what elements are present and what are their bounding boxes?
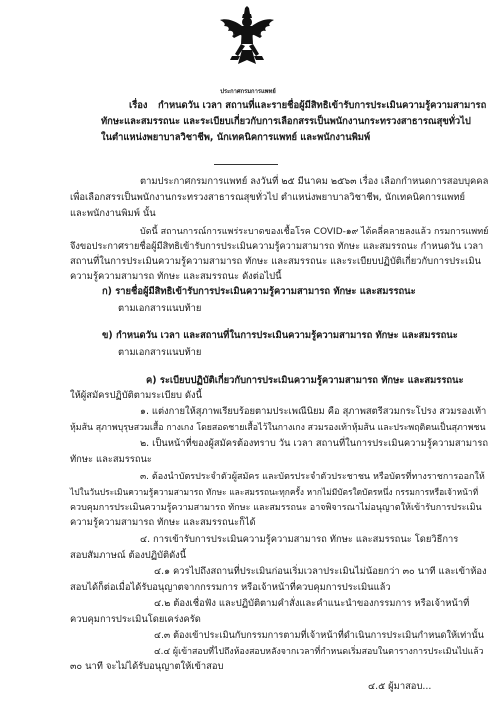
rule-3-line-3: ควบคุมการประเมินความรู้ความสามารถ ทักษะ และสมรรถนะ อาจพิจารณาไม่อนุญาตให้เข้ารับการประเมิน bbox=[70, 503, 482, 513]
rule-4-3-line-1: ๔.๓ ต้องเข้าประเมินกับกรรมการตามที่เจ้าหน้าที่ดำเนินการประเมินกำหนดให้เท่านั้น bbox=[154, 630, 484, 641]
rule-3-line-4: ความรู้ความสามารถ ทักษะ และสมรรถนะก็ได้ bbox=[70, 517, 256, 528]
rule-4-line-1: ๔. การเข้ารับการประเมินความรู้ความสามารถ ทักษะ และสมรรถนะ โดยวิธีการ bbox=[140, 534, 459, 545]
announcement-title: ประกาศกรมการแพทย์ bbox=[220, 89, 276, 95]
section-c-heading: ค) ระเบียบปฏิบัติเกี่ยวกับการประเมินความรู้ความสามารถ ทักษะ และสมรรถนะ bbox=[146, 375, 464, 386]
section-b-note: ตามเอกสารแนบท้าย bbox=[118, 347, 202, 358]
subject-line-1: กำหนดวัน เวลา สถานที่และรายชื่อผู้มีสิทธิเข้ารับการประเมินความรู้ความสามารถ bbox=[158, 100, 487, 111]
subject-line-3: ในตำแหน่งพยาบาลวิชาชีพ, นักเทคนิคการแพทย์ และพนักงานพิมพ์ bbox=[101, 132, 371, 143]
rule-2-line-2: ทักษะ และสมรรถนะ bbox=[70, 454, 152, 465]
subject-line-2: ทักษะและสมรรถนะ และระเบียบเกี่ยวกับการเลือกสรรเป็นพนักงานกระทรวงสาธารณสุขทั่วไป bbox=[101, 116, 471, 127]
rule-1-line-1: ๑. แต่งกายให้สุภาพเรียบร้อยตามประเพณีนิยม คือ สุภาพสตรีสวมกระโปรง สวมรองเท้า bbox=[140, 406, 487, 417]
rule-4-1-line-1: ๔.๑ ควรไปถึงสถานที่ประเมินก่อนเริ่มเวลาประเมินไม่น้อยกว่า ๓๐ นาที และเข้าห้อง bbox=[154, 566, 487, 577]
intro-p1-line-3: และพนักงานพิมพ์ นั้น bbox=[70, 208, 156, 219]
rule-4-4-line-2: ๓๐ นาที จะไม่ได้รับอนุญาตให้เข้าสอบ bbox=[70, 661, 224, 672]
subject-label: เรื่อง bbox=[129, 100, 148, 111]
intro-p2-line-1: บัดนี้ สถานการณ์การแพร่ระบาดของเชื้อโรค COVID-๑๙ ได้คลี่คลายลงแล้ว กรมการแพทย์ bbox=[140, 227, 489, 237]
rule-4-line-2: สอบสัมภาษณ์ ต้องปฏิบัติดังนี้ bbox=[70, 550, 187, 561]
rule-3-line-2: ไปในวันประเมินความรู้ความสามารถ ทักษะ และสมรรถนะทุกครั้ง หากไม่มีบัตรใดบัตรหนึ่ง กรรมการหรือเจ้าหน้าที่ bbox=[70, 487, 479, 497]
rule-4-2-line-2: ควบคุมการประเมินโดยเคร่งครัด bbox=[70, 614, 201, 625]
rule-4-1-line-2: สอบได้ก็ต่อเมื่อได้รับอนุญาตจากกรรมการ หรือเจ้าหน้าที่ควบคุมการประเมินแล้ว bbox=[70, 582, 391, 593]
rule-3-line-1: ๓. ต้องนำบัตรประจำตัวผู้สมัคร และบัตรประจำตัวประชาชน หรือบัตรที่ทางราชการออกให้ bbox=[140, 472, 485, 482]
intro-p2-line-4: ความรู้ความสามารถ ทักษะ และสมรรถนะ ดังต่อไปนี้ bbox=[70, 271, 282, 282]
continuation-marker: ๔.๕ ผู้มาสอบ... bbox=[368, 681, 432, 692]
rule-4-2-line-1: ๔.๒ ต้องเชื่อฟัง และปฏิบัติตามคำสั่งและคำแนะนำของกรรมการ หรือเจ้าหน้าที่ bbox=[154, 598, 470, 609]
garuda-emblem-icon bbox=[218, 6, 276, 68]
section-a-heading: ก) รายชื่อผู้มีสิทธิเข้ารับการประเมินความรู้ความสามารถ ทักษะ และสมรรถนะ bbox=[102, 286, 416, 297]
rule-1-line-2: หุ้มส้น สุภาพบุรุษสวมเสื้อ กางเกง โดยสอดชายเสื้อไว้ในกางเกง สวมรองเท้าหุ้มส้น และประพฤติตนเป็นสุภาพชน bbox=[70, 423, 486, 433]
rule-4-4-line-1: ๔.๔ ผู้เข้าสอบที่ไปถึงห้องสอบหลังจากเวลาที่กำหนดเริ่มสอบในตารางการประเมินไปแล้ว bbox=[154, 647, 484, 657]
intro-p1-line-1: ตามประกาศกรมการแพทย์ ลงวันที่ ๒๕ มีนาคม ๒๕๖๓ เรื่อง เลือกกำหนดการสอบบุคคล bbox=[140, 176, 489, 187]
section-a-note: ตามเอกสารแนบท้าย bbox=[118, 303, 202, 314]
section-c-intro: ให้ผู้สมัครปฏิบัติตามระเบียบ ดังนี้ bbox=[70, 390, 203, 401]
intro-p2-line-3: สถานที่ในการประเมินความรู้ความสามารถ ทักษะ และสมรรถนะ และระเบียบปฏิบัติเกี่ยวกับการประเมิน bbox=[70, 256, 481, 267]
section-b-heading: ข) กำหนดวัน เวลา และสถานที่ในการประเมินความรู้ความสามารถ ทักษะ และสมรรถนะ bbox=[102, 330, 458, 341]
intro-p2-line-2: จึงขอประกาศรายชื่อผู้มีสิทธิเข้ารับการประเมินความรู้ความสามารถ ทักษะ และสมรรถนะ กำหนดวัน เวลา bbox=[70, 241, 484, 252]
intro-p1-line-2: เพื่อเลือกสรรเป็นพนักงานกระทรวงสาธารณสุขทั่วไป ตำแหน่งพยาบาลวิชาชีพ, นักเทคนิคการแพทย์ bbox=[70, 192, 466, 203]
rule-2-line-1: ๒. เป็นหน้าที่ของผู้สมัครต้องทราบ วัน เวลา สถานที่ในการประเมินความรู้ความสามารถ bbox=[140, 438, 489, 449]
divider bbox=[214, 164, 278, 165]
